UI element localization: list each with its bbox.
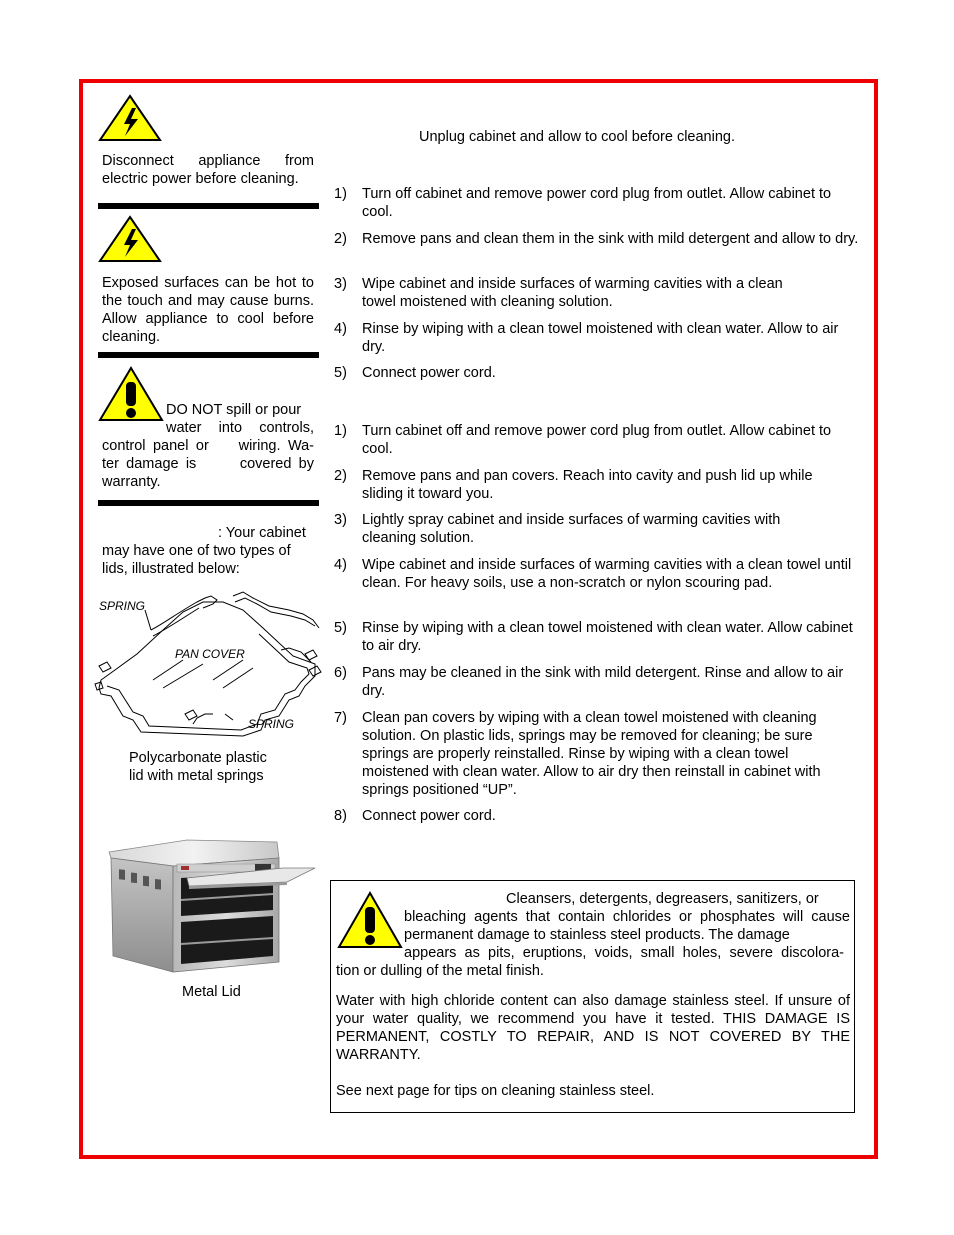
list-item [334, 320, 859, 356]
caution-text-line: water into controls, [166, 420, 314, 436]
step-text: Turn off cabinet and remove power cord plug from outlet. Allow cabinet to cool. [362, 186, 832, 220]
caution-exclamation-icon [337, 891, 403, 949]
caption-line: lid with metal springs [129, 768, 264, 784]
step-number: 4) [334, 321, 347, 337]
caution-text-line: DO NOT spill or pour [166, 402, 302, 418]
list-item [334, 619, 859, 655]
electric-warning-text: Disconnect appliance from electric power before cleaning. [102, 153, 314, 187]
list-item [334, 185, 859, 221]
diagram-label-pan-cover: PAN COVER [175, 647, 245, 661]
step-text: Clean pan covers by wiping with a clean towel moistened with cleaning solution. On plastic lids, springs may be removed for cleaning; be sure springs are properly reinstalled. Rinse by wiping with a clean towel moistened with clean water. Allow to air dry then reinstall in cabinet with springs positioned “UP”. [362, 710, 821, 798]
list-item [334, 511, 859, 547]
step-number: 3) [334, 512, 347, 528]
list-item [334, 709, 859, 799]
step-number: 1) [334, 186, 347, 202]
step-text: Turn cabinet off and remove power cord plug from outlet. Allow cabinet to cool. [362, 423, 832, 457]
diagram-label-spring: SPRING [248, 717, 295, 731]
step-text: Wipe cabinet and inside surfaces of warming cavities with a clean towel until clean. For heavy soils, use a non-scratch or nylon scouring pad. [362, 557, 852, 591]
step-number: 7) [334, 710, 347, 726]
electric-hazard-icon [98, 94, 162, 142]
caution-text-line: control panel or wiring. Wa- [102, 438, 314, 454]
step-text: Rinse by wiping with a clean towel moistened with clean water. Allow cabinet to air dry. [362, 620, 853, 654]
notice-line: permanent damage to stainless steel products. The damage [404, 927, 790, 943]
divider [98, 352, 319, 358]
step-text: Connect power cord. [362, 365, 496, 381]
step-number: 3) [334, 276, 347, 292]
list-item [334, 275, 859, 311]
step-number: 8) [334, 808, 347, 824]
step-number: 2) [334, 468, 347, 484]
step-number: 5) [334, 620, 347, 636]
list-item [334, 807, 859, 825]
caption-line: Polycarbonate plastic [129, 750, 267, 766]
notice-line: bleaching agents that contain chlorides or phosphates will cause [404, 909, 850, 925]
list-item [334, 230, 859, 266]
step-text: Remove pans and pan covers. Reach into cavity and push lid up while sliding it toward you. [362, 468, 813, 502]
notice-paragraph: See next page for tips on cleaning stainless steel. [336, 1083, 655, 1099]
step-text: Pans may be cleaned in the sink with mild detergent. Rinse and allow to air dry. [362, 665, 844, 699]
step-text: Rinse by wiping with a clean towel moistened with clean water. Allow to air dry. [362, 321, 839, 355]
step-number: 1) [334, 423, 347, 439]
metal-lid-cabinet-image [107, 838, 317, 976]
plastic-lid-caption [129, 749, 267, 785]
step-text: Connect power cord. [362, 808, 496, 824]
list-item [334, 467, 859, 503]
step-number: 5) [334, 365, 347, 381]
electric-hazard-icon [98, 215, 162, 263]
lid-intro-line: : Your cabinet [218, 525, 306, 541]
notice-line: tion or dulling of the metal finish. [336, 963, 544, 979]
lid-intro-line: lids, illustrated below: [102, 561, 240, 577]
notice-line: appears as pits, eruptions, voids, small holes, severe discolora- [404, 945, 844, 961]
step-text: Wipe cabinet and inside surfaces of warming cavities with a clean towel moistened with cleaning solution. [362, 276, 783, 310]
diagram-label-spring: SPRING [99, 599, 146, 613]
caution-text-line: ter damage is covered by [102, 456, 314, 472]
step-number: 2) [334, 231, 347, 247]
list-item [334, 422, 859, 458]
divider [98, 203, 319, 209]
caution-exclamation-icon [98, 366, 164, 422]
notice-line: Cleansers, detergents, degreasers, sanitizers, or [506, 891, 819, 907]
hot-surface-warning-text: Exposed surfaces can be hot to the touch and may cause burns. Allow appliance to cool before cleaning. [102, 275, 314, 345]
step-text: Lightly spray cabinet and inside surfaces of warming cavities with cleaning solution. [362, 512, 781, 546]
intro-text: Unplug cabinet and allow to cool before cleaning. [419, 129, 735, 145]
pan-cover-diagram [93, 590, 325, 740]
metal-lid-caption: Metal Lid [182, 984, 241, 1000]
lid-intro-line: may have one of two types of [102, 543, 291, 559]
caution-text-line: warranty. [102, 474, 161, 490]
notice-paragraph: Water with high chloride content can also damage stainless steel. If unsure of your water quality, we recommend you have it tested. THIS DAMAGE IS PERMANENT, COSTLY TO REPAIR, AND IS NOT COVERED BY THE WARRANTY. [336, 993, 850, 1063]
step-number: 6) [334, 665, 347, 681]
step-text: Remove pans and clean them in the sink with mild detergent and allow to dry. [362, 231, 859, 247]
step-number: 4) [334, 557, 347, 573]
list-item [334, 364, 859, 382]
list-item [334, 664, 859, 700]
divider [98, 500, 319, 506]
list-item [334, 556, 859, 610]
